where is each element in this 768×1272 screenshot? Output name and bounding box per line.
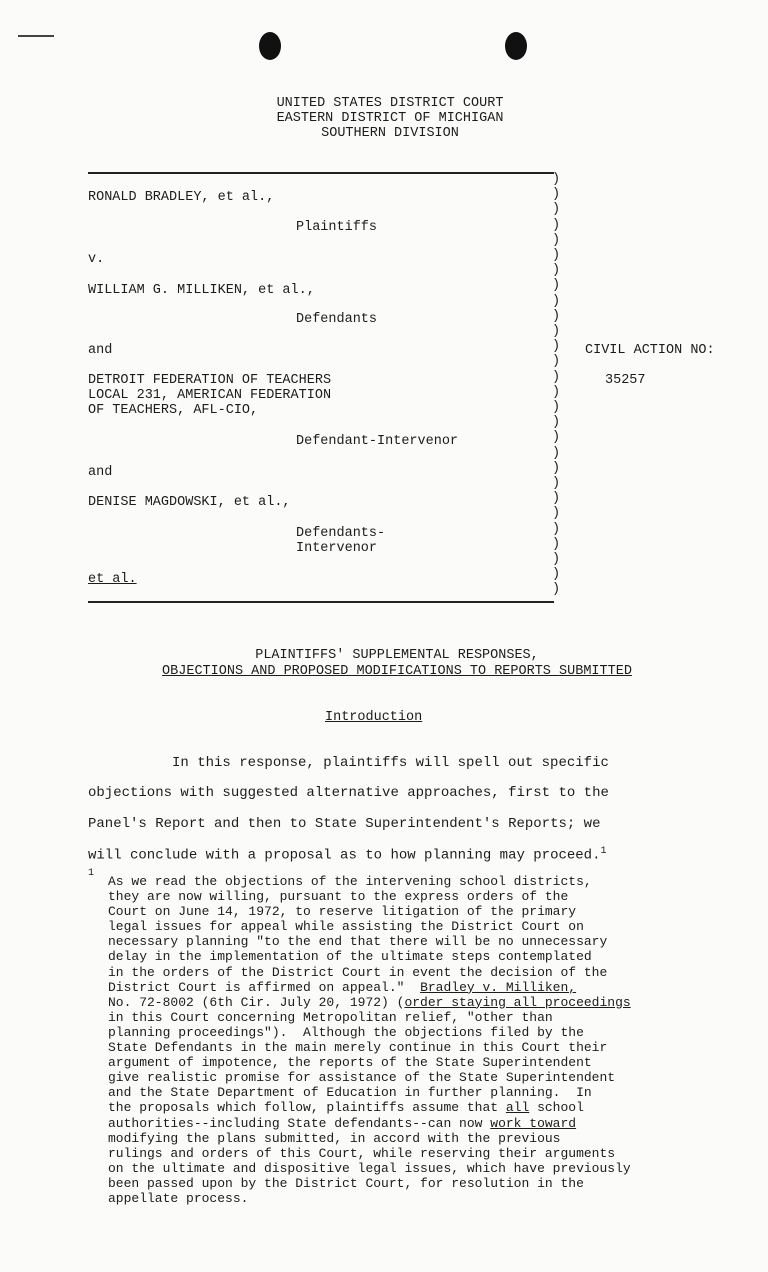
caption-top-rule (88, 172, 554, 174)
court-name: UNITED STATES DISTRICT COURT (276, 96, 504, 111)
plaintiff-role: Plaintiffs (296, 220, 378, 235)
footnote-line: State Defendants in the main merely continue in this Court their (108, 1040, 608, 1056)
body-text: will conclude with a proposal as to how planning may proceed. (88, 847, 601, 864)
footnote-line: legal issues for appeal while assisting the District Court on (108, 919, 584, 935)
court-district: EASTERN DISTRICT OF MICHIGAN (276, 111, 504, 126)
defendant-name: WILLIAM G. MILLIKEN, et al., (88, 283, 315, 298)
footnote-line: Court on June 14, 1972, to reserve litigation of the primary (108, 904, 577, 920)
caption-bottom-rule (88, 601, 554, 603)
footnote (108, 874, 733, 1206)
footnote-line: delay in the implementation of the ultimate steps contemplated (108, 949, 592, 965)
footnote-line: modifying the plans submitted, in accord with the previous (108, 1130, 561, 1146)
punch-hole-left (259, 32, 281, 60)
section-heading: Introduction (325, 710, 423, 725)
footnote-line: necessary planning "to the end that there will be no unnecessary (108, 934, 608, 950)
footnote-line (108, 995, 733, 1010)
document-title (0, 648, 768, 680)
footnote-line: on the ultimate and dispositive legal issues, which have previously (108, 1160, 631, 1176)
versus: v. (88, 252, 105, 267)
intervenor-magdowski: DENISE MAGDOWSKI, et al., (88, 495, 291, 510)
footnote-line (108, 1100, 733, 1115)
caption-paren-column: ) ) ) ) ) ) ) ) ) ) ) ) ) ) ) ) ) ) ) ) ) ) ) ) ) ) ) ) (552, 172, 561, 598)
footnote-line: As we read the objections of the intervening school districts, (108, 874, 592, 889)
intervenor-union-line: DETROIT FEDERATION OF TEACHERS (88, 373, 332, 388)
plaintiff-name: RONALD BRADLEY, et al., (88, 190, 275, 205)
emphasis-text: work toward (490, 1115, 577, 1131)
footnote-line: argument of impotence, the reports of the State Superintendent (108, 1055, 592, 1071)
footnote-text: No. 72-8002 (6th Cir. July 20, 1972) ( (108, 994, 405, 1010)
body-line: objections with suggested alternative approaches, first to the (88, 785, 609, 801)
footnote-line: planning proceedings"). Although the objections filed by the (108, 1024, 584, 1040)
footnote-line: appellate process. (108, 1190, 249, 1206)
intervenor-union-line: OF TEACHERS, AFL-CIO, (88, 403, 259, 418)
intervenor-union (88, 373, 331, 418)
footnote-line: in this Court concerning Metropolitan relief, "other than (108, 1009, 553, 1025)
footnote-text: District Court is affirmed on appeal." (108, 979, 405, 995)
defendant-role: Defendants (296, 312, 378, 327)
footnote-line: in the orders of the District Court in event the decision of the (108, 964, 608, 980)
title-line: PLAINTIFFS' SUPPLEMENTAL RESPONSES, (255, 648, 539, 663)
footnote-line (108, 1116, 733, 1131)
footnote-reference: 1 (600, 846, 607, 857)
emphasis-text: all (505, 1100, 530, 1116)
role-line: Defendants- (296, 526, 386, 541)
body-line: In this response, plaintiffs will spell out specific (172, 755, 609, 771)
footnote-line: they are now willing, pursuant to the express orders of the (108, 889, 569, 905)
role-line: Intervenor (296, 541, 378, 556)
footnote-line (108, 980, 733, 995)
court-header (0, 96, 768, 141)
footnote-marker: 1 (88, 868, 95, 879)
intervenor-union-line: LOCAL 231, AMERICAN FEDERATION (88, 388, 332, 403)
footnote-line: and the State Department of Education in further planning. In (108, 1085, 592, 1101)
emphasis-text: order staying all proceedings (404, 994, 631, 1010)
intervenor-magdowski-role (296, 526, 385, 556)
body-line (88, 846, 607, 864)
footnote-text: school (529, 1100, 584, 1116)
footnote-line: give realistic promise for assistance of the State Superintendent (108, 1070, 616, 1086)
civil-action-label: CIVIL ACTION NO: (585, 343, 715, 358)
court-division: SOUTHERN DIVISION (321, 126, 459, 141)
and-conjunction: and (88, 465, 113, 480)
civil-action-number: 35257 (605, 373, 646, 388)
et-al: et al. (88, 572, 137, 587)
intervenor-union-role: Defendant-Intervenor (296, 434, 459, 449)
footnote-text: the proposals which follow, plaintiffs assume that (108, 1100, 506, 1116)
and-conjunction: and (88, 343, 113, 358)
footnote-line: rulings and orders of this Court, while reserving their arguments (108, 1145, 616, 1161)
punch-hole-right (505, 32, 527, 60)
footnote-text: authorities--including State defendants--can now (108, 1115, 491, 1131)
footnote-line: been passed upon by the District Court, for resolution in the (108, 1175, 584, 1191)
body-line: Panel's Report and then to State Superintendent's Reports; we (88, 816, 601, 832)
case-citation: Bradley v. Milliken, (420, 979, 577, 995)
title-line: OBJECTIONS AND PROPOSED MODIFICATIONS TO REPORTS SUBMITTED (162, 664, 632, 679)
margin-mark (18, 35, 54, 37)
